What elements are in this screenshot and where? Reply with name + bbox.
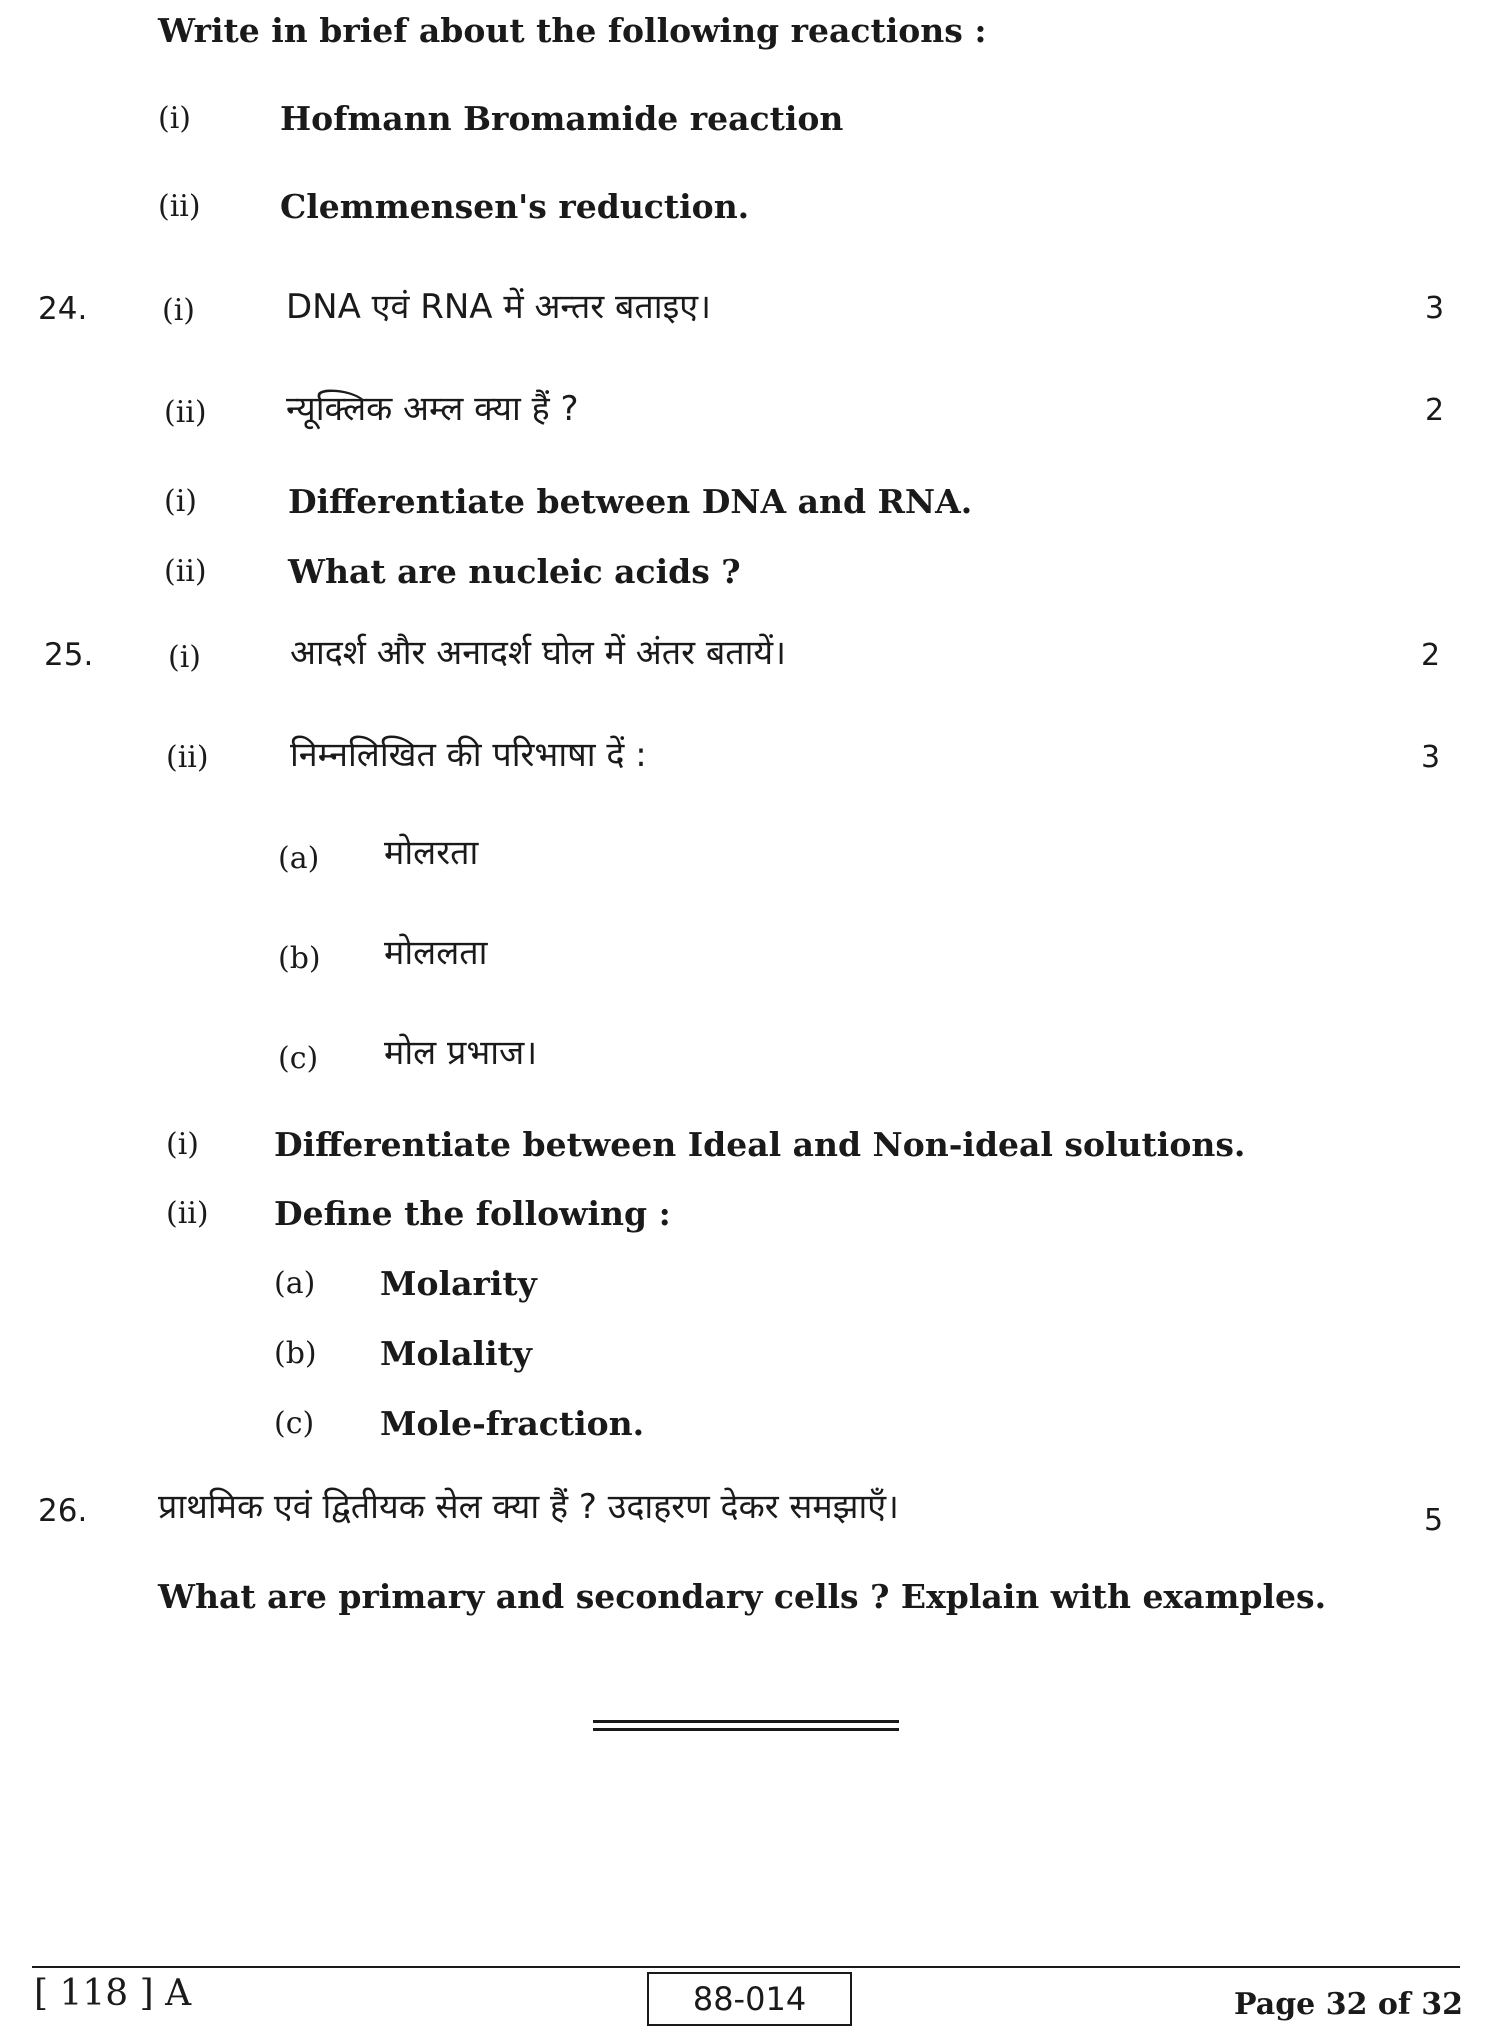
q25-hi-i-text: आदर्श और अनादर्श घोल में अंतर बतायें। xyxy=(290,633,787,673)
q26-marks: 5 xyxy=(1424,1503,1444,1538)
footer-page-number: Page 32 of 32 xyxy=(1234,1987,1463,2022)
q24-hi-ii-label: (ii) xyxy=(164,395,207,430)
q24-hi-ii-marks: 2 xyxy=(1425,393,1445,428)
q24-hi-ii-text: न्यूक्लिक अम्ल क्या हैं ? xyxy=(286,389,579,429)
q25-hi-sub-b-label: (b) xyxy=(278,941,321,976)
q25-number: 25. xyxy=(44,637,94,673)
q25-hi-sub-c-label: (c) xyxy=(278,1041,319,1076)
q25-en-sub-b-label: (b) xyxy=(274,1336,317,1371)
footer-paper-number: [ 118 ] A xyxy=(34,1973,192,2014)
q25-en-ii-text: Define the following : xyxy=(274,1194,671,1233)
q24-hi-i-label: (i) xyxy=(162,293,196,328)
q24-hi-i-marks: 3 xyxy=(1425,291,1445,326)
q24-en-ii-text: What are nucleic acids ? xyxy=(288,552,741,591)
q24-number: 24. xyxy=(38,291,88,327)
q26-number: 26. xyxy=(38,1493,88,1529)
q25-en-i-text: Differentiate between Ideal and Non-ideal solutions. xyxy=(274,1125,1246,1164)
end-rule-bottom xyxy=(593,1728,899,1731)
q26-hindi-text: प्राथमिक एवं द्वितीयक सेल क्या हैं ? उदाहरण देकर समझाएँ। xyxy=(158,1487,899,1527)
q23-item-ii-text: Clemmensen's reduction. xyxy=(280,187,750,226)
q25-hi-sub-b-text: मोललता xyxy=(384,933,488,973)
q23-item-ii-label: (ii) xyxy=(158,189,201,224)
q25-hi-ii-label: (ii) xyxy=(166,740,209,775)
q25-en-sub-c-label: (c) xyxy=(274,1406,315,1441)
q25-hi-ii-text: निम्नलिखित की परिभाषा दें : xyxy=(290,735,647,775)
q23-item-i-label: (i) xyxy=(158,101,192,136)
q24-hi-i-text: DNA एवं RNA में अन्तर बताइए। xyxy=(286,287,711,327)
q24-en-i-text: Differentiate between DNA and RNA. xyxy=(288,482,973,521)
q25-hi-sub-c-text: मोल प्रभाज। xyxy=(384,1033,538,1073)
q25-en-sub-b-text: Molality xyxy=(380,1334,532,1373)
q25-hi-sub-a-label: (a) xyxy=(278,841,320,876)
q24-en-ii-label: (ii) xyxy=(164,554,207,589)
q25-hi-sub-a-text: मोलरता xyxy=(384,833,479,873)
q25-hi-i-label: (i) xyxy=(168,640,202,675)
q25-en-sub-a-text: Molarity xyxy=(380,1264,537,1303)
footer-rule xyxy=(32,1966,1460,1968)
q25-en-sub-a-label: (a) xyxy=(274,1266,316,1301)
q23-item-i-text: Hofmann Bromamide reaction xyxy=(280,99,844,138)
end-rule-top xyxy=(593,1720,899,1723)
q25-en-sub-c-text: Mole-fraction. xyxy=(380,1404,645,1443)
q23-intro: Write in brief about the following reactions : xyxy=(158,11,987,50)
q25-en-i-label: (i) xyxy=(166,1127,200,1162)
q25-hi-i-marks: 2 xyxy=(1421,638,1441,673)
q25-en-ii-label: (ii) xyxy=(166,1196,209,1231)
q25-hi-ii-marks: 3 xyxy=(1421,740,1441,775)
q26-english-text: What are primary and secondary cells ? Explain with examples. xyxy=(158,1577,1327,1616)
q24-en-i-label: (i) xyxy=(164,484,198,519)
footer-code-box: 88-014 xyxy=(647,1972,852,2026)
